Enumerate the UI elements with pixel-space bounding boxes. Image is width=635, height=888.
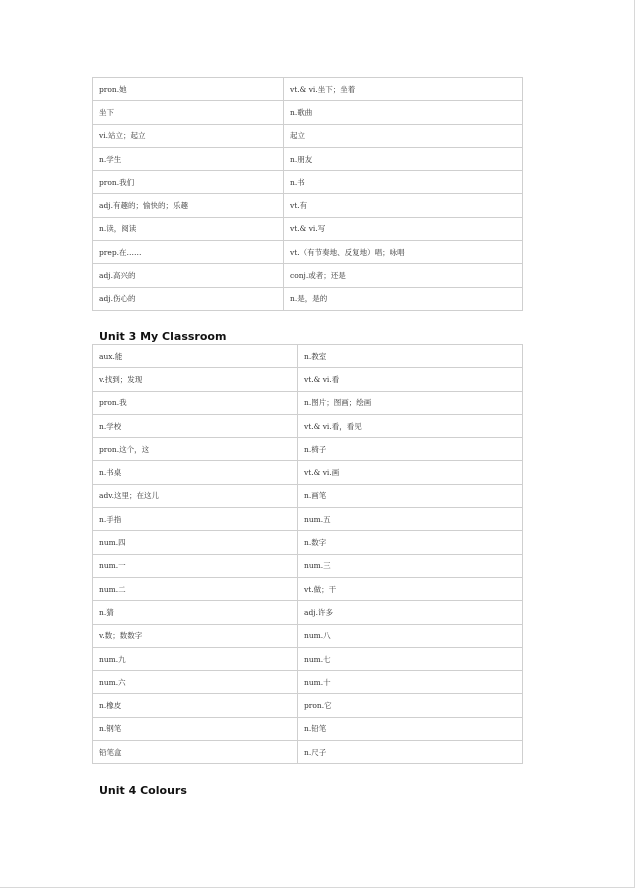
definition-cell-left: vi.站立；起立 [93,124,284,147]
definition-cell-left: num.四 [93,531,298,554]
definition-cell-right: n.书 [284,171,523,194]
definition-cell-left: v.找到；发现 [93,368,298,391]
table-row [93,461,523,484]
definition-cell-left: n.猜 [93,601,298,624]
definition-cell-left: num.六 [93,671,298,694]
definition-cell-right: n.画笔 [298,484,523,507]
definition-cell-right: vt.（有节奏地、反复地）唱；咏唱 [284,241,523,264]
definition-cell-left: pron.她 [93,78,284,101]
table-row [93,391,523,414]
table-row [93,671,523,694]
definition-cell-right: conj.或者；还是 [284,264,523,287]
definition-cell-left: 铅笔盒 [93,741,298,764]
table-row [93,438,523,461]
definition-cell-right: vt.有 [284,194,523,217]
unit3-heading: Unit 3 My Classroom [99,330,227,343]
definition-cell-right: n.椅子 [298,438,523,461]
definition-cell-right: num.八 [298,624,523,647]
table-row [93,147,523,170]
table-row [93,264,523,287]
definition-cell-right: n.朋友 [284,147,523,170]
table-row [93,554,523,577]
definition-cell-right: vt.做；干 [298,577,523,600]
definition-cell-right: vt.& vi.画 [298,461,523,484]
definition-cell-left: n.钢笔 [93,717,298,740]
definition-cell-right: n.是，是的 [284,287,523,310]
definition-cell-right: n.铅笔 [298,717,523,740]
definition-cell-left: n.橡皮 [93,694,298,717]
definition-cell-right: num.五 [298,508,523,531]
definition-cell-left: adv.这里；在这儿 [93,484,298,507]
definition-cell-left: v.数；数数字 [93,624,298,647]
definition-cell-right: 起立 [284,124,523,147]
table-row [93,368,523,391]
definition-cell-left: adj.高兴的 [93,264,284,287]
table-row [93,484,523,507]
definition-cell-right: n.歌曲 [284,101,523,124]
definition-cell-left: n.学生 [93,147,284,170]
vocab-table-unit3 [92,344,523,764]
definition-cell-left: n.手指 [93,508,298,531]
definition-cell-right: vt.& vi.看，看见 [298,414,523,437]
table-row [93,345,523,368]
unit4-heading: Unit 4 Colours [99,784,187,797]
table-row [93,624,523,647]
table-row [93,414,523,437]
table-row [93,241,523,264]
table-row [93,577,523,600]
definition-cell-left: n.学校 [93,414,298,437]
table-row [93,78,523,101]
table-row [93,171,523,194]
definition-cell-right: vt.& vi.坐下；坐着 [284,78,523,101]
definition-cell-right: n.教室 [298,345,523,368]
table-row [93,717,523,740]
definition-cell-left: n.读，阅读 [93,217,284,240]
definition-cell-right: vt.& vi.看 [298,368,523,391]
definition-cell-left: adj.伤心的 [93,287,284,310]
definition-cell-left: pron.这个，这 [93,438,298,461]
table-row [93,601,523,624]
table-row [93,647,523,670]
definition-cell-left: num.二 [93,577,298,600]
table-row [93,531,523,554]
definition-cell-left: adj.有趣的；愉快的；乐趣 [93,194,284,217]
vocab-table-unit2 [92,77,523,311]
table-row [93,741,523,764]
table-row [93,217,523,240]
definition-cell-left: num.一 [93,554,298,577]
definition-cell-right: num.三 [298,554,523,577]
definition-cell-left: pron.我们 [93,171,284,194]
table-row [93,287,523,310]
definition-cell-left: aux.能 [93,345,298,368]
definition-cell-left: num.九 [93,647,298,670]
table-row [93,508,523,531]
definition-cell-right: n.数字 [298,531,523,554]
definition-cell-right: adj.许多 [298,601,523,624]
definition-cell-left: 坐下 [93,101,284,124]
definition-cell-left: pron.我 [93,391,298,414]
table-row [93,694,523,717]
table-row [93,101,523,124]
table-row [93,124,523,147]
definition-cell-right: num.十 [298,671,523,694]
definition-cell-right: vt.& vi.写 [284,217,523,240]
definition-cell-left: prep.在…… [93,241,284,264]
table-row [93,194,523,217]
definition-cell-right: n.图片；图画；绘画 [298,391,523,414]
definition-cell-right: n.尺子 [298,741,523,764]
definition-cell-left: n.书桌 [93,461,298,484]
definition-cell-right: num.七 [298,647,523,670]
definition-cell-right: pron.它 [298,694,523,717]
